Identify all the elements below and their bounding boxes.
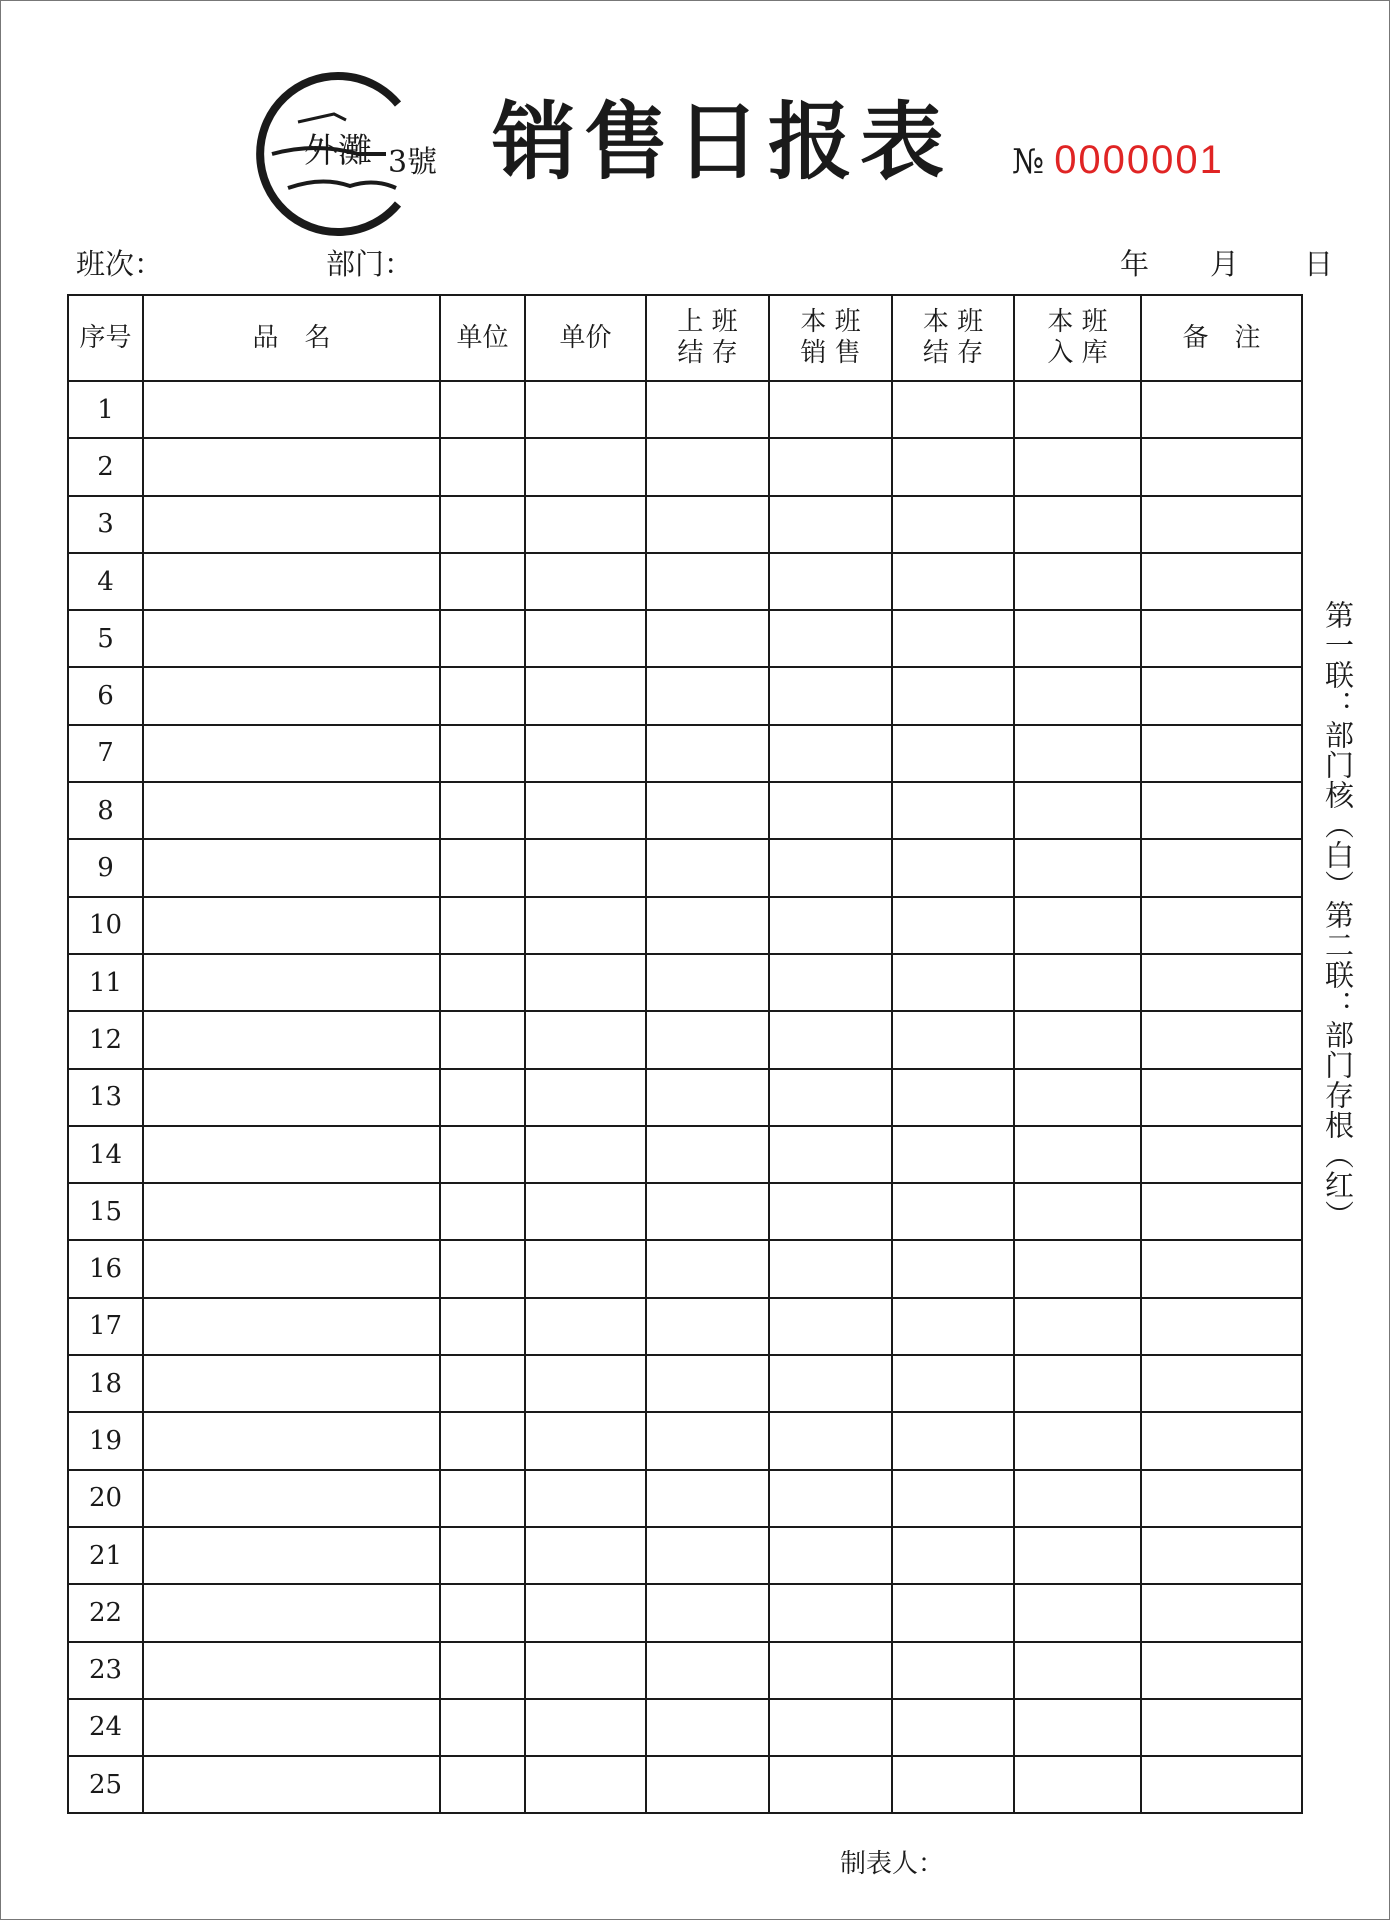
table-cell[interactable] (646, 1126, 769, 1183)
day-label: 日 (1304, 247, 1334, 281)
table-cell[interactable] (525, 1584, 646, 1641)
table-cell[interactable] (1014, 1470, 1141, 1527)
header-unit: 单位 (440, 295, 525, 381)
table-cell[interactable] (440, 897, 525, 954)
table-cell[interactable] (143, 553, 440, 610)
table-cell[interactable] (525, 897, 646, 954)
maker-label: 制表人： (840, 1849, 945, 1879)
table-cell[interactable] (1014, 1584, 1141, 1641)
month-label: 月 (1210, 247, 1240, 281)
table-cell[interactable] (892, 1412, 1014, 1469)
table-cell[interactable] (525, 1527, 646, 1584)
table-cell[interactable] (1141, 1756, 1302, 1813)
table-cell[interactable] (1014, 1355, 1141, 1412)
table-header-row (68, 295, 1302, 381)
table-cell[interactable] (525, 1126, 646, 1183)
table-cell[interactable] (1014, 381, 1141, 438)
table-cell[interactable] (525, 1699, 646, 1756)
table-cell[interactable] (769, 1298, 892, 1355)
table-cell[interactable] (646, 1584, 769, 1641)
table-row (68, 1126, 1302, 1183)
table-row (68, 553, 1302, 610)
table-cell[interactable] (1141, 1069, 1302, 1126)
table-cell[interactable] (892, 1298, 1014, 1355)
table-cell[interactable] (1014, 1756, 1141, 1813)
row-number: 22 (68, 1584, 143, 1641)
header-shift-sales: 本 班 销 售 (769, 295, 892, 381)
table-cell[interactable] (143, 1298, 440, 1355)
table-cell[interactable] (143, 782, 440, 839)
table-cell[interactable] (143, 1699, 440, 1756)
row-number: 16 (68, 1240, 143, 1297)
table-cell[interactable] (892, 1642, 1014, 1699)
row-number: 19 (68, 1412, 143, 1469)
table-cell[interactable] (525, 1069, 646, 1126)
table-cell[interactable] (143, 1183, 440, 1240)
table-cell[interactable] (646, 1412, 769, 1469)
table-cell[interactable] (440, 1699, 525, 1756)
table-cell[interactable] (440, 1412, 525, 1469)
brand-logo (246, 68, 446, 240)
serial-number (1012, 140, 1224, 180)
table-cell[interactable] (769, 553, 892, 610)
header-prev-stock: 上 班 结 存 (646, 295, 769, 381)
row-number: 1 (68, 381, 143, 438)
table-cell[interactable] (1141, 782, 1302, 839)
table-cell[interactable] (143, 1412, 440, 1469)
table-cell[interactable] (143, 496, 440, 553)
table-cell[interactable] (769, 1011, 892, 1068)
table-cell[interactable] (525, 1470, 646, 1527)
table-cell[interactable] (525, 496, 646, 553)
table-cell[interactable] (525, 725, 646, 782)
header-shift-inbound: 本 班 入 库 (1014, 295, 1141, 381)
table-cell[interactable] (440, 1355, 525, 1412)
row-number: 14 (68, 1126, 143, 1183)
table-cell[interactable] (143, 381, 440, 438)
table-cell[interactable] (646, 381, 769, 438)
table-cell[interactable] (892, 610, 1014, 667)
table-cell[interactable] (1014, 496, 1141, 553)
table-cell[interactable] (525, 1412, 646, 1469)
table-cell[interactable] (769, 782, 892, 839)
table-cell[interactable] (440, 496, 525, 553)
row-number: 21 (68, 1527, 143, 1584)
table-cell[interactable] (1014, 1527, 1141, 1584)
table-cell[interactable] (1014, 1240, 1141, 1297)
svg-text:3號: 3號 (388, 145, 438, 180)
table-cell[interactable] (892, 725, 1014, 782)
table-cell[interactable] (1141, 954, 1302, 1011)
table-cell[interactable] (646, 610, 769, 667)
table-row (68, 1298, 1302, 1355)
table-cell[interactable] (646, 839, 769, 896)
table-cell[interactable] (1014, 1412, 1141, 1469)
table-cell[interactable] (440, 1584, 525, 1641)
table-row (68, 381, 1302, 438)
table-row (68, 897, 1302, 954)
table-cell[interactable] (143, 954, 440, 1011)
table-cell[interactable] (769, 381, 892, 438)
year-label: 年 (1120, 247, 1150, 281)
table-cell[interactable] (1014, 954, 1141, 1011)
table-cell[interactable] (440, 1126, 525, 1183)
table-row (68, 1011, 1302, 1068)
table-cell[interactable] (769, 839, 892, 896)
table-cell[interactable] (769, 1584, 892, 1641)
table-cell[interactable] (1141, 553, 1302, 610)
table-row (68, 1355, 1302, 1412)
table-cell[interactable] (440, 610, 525, 667)
table-cell[interactable] (143, 667, 440, 724)
table-cell[interactable] (525, 667, 646, 724)
table-cell[interactable] (1014, 839, 1141, 896)
table-cell[interactable] (143, 1126, 440, 1183)
table-cell[interactable] (525, 1756, 646, 1813)
table-cell[interactable] (646, 438, 769, 495)
table-cell[interactable] (646, 1298, 769, 1355)
table-cell[interactable] (1141, 667, 1302, 724)
table-cell[interactable] (892, 782, 1014, 839)
row-number: 12 (68, 1011, 143, 1068)
table-cell[interactable] (143, 438, 440, 495)
table-row (68, 1183, 1302, 1240)
table-cell[interactable] (646, 1240, 769, 1297)
table-cell[interactable] (440, 1470, 525, 1527)
table-cell[interactable] (1014, 1642, 1141, 1699)
table-cell[interactable] (143, 1642, 440, 1699)
table-row (68, 1240, 1302, 1297)
table-cell[interactable] (646, 553, 769, 610)
row-number: 6 (68, 667, 143, 724)
table-cell[interactable] (892, 438, 1014, 495)
row-number: 13 (68, 1069, 143, 1126)
table-cell[interactable] (769, 496, 892, 553)
table-cell[interactable] (769, 1699, 892, 1756)
table-cell[interactable] (143, 610, 440, 667)
table-cell[interactable] (1141, 381, 1302, 438)
row-number: 4 (68, 553, 143, 610)
table-cell[interactable] (646, 725, 769, 782)
table-cell[interactable] (525, 1240, 646, 1297)
table-row (68, 1584, 1302, 1641)
table-cell[interactable] (1141, 1011, 1302, 1068)
header-seq: 序号 (68, 295, 143, 381)
table-cell[interactable] (1141, 839, 1302, 896)
table-cell[interactable] (892, 1470, 1014, 1527)
table-cell[interactable] (646, 1699, 769, 1756)
table-cell[interactable] (143, 897, 440, 954)
table-cell[interactable] (440, 782, 525, 839)
table-cell[interactable] (769, 610, 892, 667)
table-cell[interactable] (646, 1069, 769, 1126)
table-cell[interactable] (646, 1355, 769, 1412)
row-number: 5 (68, 610, 143, 667)
table-row (68, 610, 1302, 667)
table-cell[interactable] (525, 438, 646, 495)
table-cell[interactable] (1141, 1470, 1302, 1527)
table-row (68, 1642, 1302, 1699)
table-cell[interactable] (769, 1527, 892, 1584)
table-cell[interactable] (769, 1240, 892, 1297)
table-cell[interactable] (646, 1183, 769, 1240)
table-cell[interactable] (440, 1527, 525, 1584)
table-cell[interactable] (1014, 782, 1141, 839)
table-cell[interactable] (646, 897, 769, 954)
table-cell[interactable] (143, 1355, 440, 1412)
table-cell[interactable] (1141, 897, 1302, 954)
table-cell[interactable] (892, 1069, 1014, 1126)
table-cell[interactable] (143, 839, 440, 896)
table-cell[interactable] (892, 1240, 1014, 1297)
table-row (68, 1069, 1302, 1126)
table-cell[interactable] (1014, 667, 1141, 724)
header-remarks: 备 注 (1141, 295, 1302, 381)
table-cell[interactable] (440, 1011, 525, 1068)
table-row (68, 839, 1302, 896)
table-row (68, 1527, 1302, 1584)
row-number: 10 (68, 897, 143, 954)
table-cell[interactable] (1014, 1699, 1141, 1756)
table-cell[interactable] (892, 954, 1014, 1011)
table-cell[interactable] (143, 1069, 440, 1126)
table-cell[interactable] (440, 1069, 525, 1126)
table-cell[interactable] (892, 1527, 1014, 1584)
table-cell[interactable] (892, 381, 1014, 438)
logo-emblem-icon (246, 68, 446, 240)
table-cell[interactable] (440, 1298, 525, 1355)
table-cell[interactable] (143, 1756, 440, 1813)
table-cell[interactable] (1141, 725, 1302, 782)
table-cell[interactable] (1014, 1011, 1141, 1068)
table-body (68, 381, 1302, 1813)
table-cell[interactable] (440, 1642, 525, 1699)
row-number: 3 (68, 496, 143, 553)
table-cell[interactable] (1141, 1412, 1302, 1469)
table-cell[interactable] (440, 1240, 525, 1297)
table-row (68, 1756, 1302, 1813)
row-number: 7 (68, 725, 143, 782)
table-cell[interactable] (646, 1642, 769, 1699)
row-number: 11 (68, 954, 143, 1011)
table-cell[interactable] (769, 897, 892, 954)
table-cell[interactable] (440, 954, 525, 1011)
row-number: 9 (68, 839, 143, 896)
table-cell[interactable] (1141, 1240, 1302, 1297)
table-cell[interactable] (892, 496, 1014, 553)
table-cell[interactable] (143, 1527, 440, 1584)
shift-label: 班次： (76, 247, 164, 281)
table-cell[interactable] (525, 610, 646, 667)
table-cell[interactable] (143, 1584, 440, 1641)
table-row (68, 725, 1302, 782)
table-cell[interactable] (1141, 496, 1302, 553)
serial-value: 0000001 (1054, 138, 1224, 182)
table-cell[interactable] (892, 1011, 1014, 1068)
table-cell[interactable] (1014, 897, 1141, 954)
table-cell[interactable] (440, 725, 525, 782)
table-cell[interactable] (769, 1412, 892, 1469)
table-cell[interactable] (1141, 1298, 1302, 1355)
header-shift-stock: 本 班 结 存 (892, 295, 1014, 381)
table-cell[interactable] (525, 1355, 646, 1412)
table-cell[interactable] (892, 1699, 1014, 1756)
sales-table (67, 294, 1303, 1814)
table-row (68, 954, 1302, 1011)
table-cell[interactable] (646, 1756, 769, 1813)
table-cell[interactable] (769, 954, 892, 1011)
table-cell[interactable] (892, 553, 1014, 610)
table-cell[interactable] (525, 1298, 646, 1355)
header-unit-price: 单价 (525, 295, 646, 381)
table-cell[interactable] (1014, 1069, 1141, 1126)
table-cell[interactable] (769, 1470, 892, 1527)
table-row (68, 496, 1302, 553)
table-cell[interactable] (1141, 1699, 1302, 1756)
table-cell[interactable] (1141, 610, 1302, 667)
table-cell[interactable] (646, 496, 769, 553)
table-cell[interactable] (143, 1011, 440, 1068)
row-number: 2 (68, 438, 143, 495)
table-cell[interactable] (1141, 1355, 1302, 1412)
table-cell[interactable] (1141, 1527, 1302, 1584)
form-title: 销售日报表 (492, 92, 953, 191)
row-number: 20 (68, 1470, 143, 1527)
table-cell[interactable] (1014, 553, 1141, 610)
row-number: 17 (68, 1298, 143, 1355)
row-number: 25 (68, 1756, 143, 1813)
table-row (68, 1699, 1302, 1756)
table-cell[interactable] (892, 897, 1014, 954)
table-cell[interactable] (143, 725, 440, 782)
table-cell[interactable] (1014, 610, 1141, 667)
table-cell[interactable] (440, 1756, 525, 1813)
table-cell[interactable] (646, 782, 769, 839)
table-cell[interactable] (1014, 1298, 1141, 1355)
table-cell[interactable] (440, 553, 525, 610)
table-row (68, 1412, 1302, 1469)
table-cell[interactable] (525, 782, 646, 839)
table-cell[interactable] (1014, 725, 1141, 782)
table-cell[interactable] (440, 381, 525, 438)
table-cell[interactable] (1141, 438, 1302, 495)
table-row (68, 782, 1302, 839)
table-cell[interactable] (892, 667, 1014, 724)
table-cell[interactable] (143, 1470, 440, 1527)
table-cell[interactable] (1141, 1584, 1302, 1641)
row-number: 15 (68, 1183, 143, 1240)
table-cell[interactable] (769, 1183, 892, 1240)
table-cell[interactable] (525, 553, 646, 610)
department-label: 部门： (326, 247, 414, 281)
table-cell[interactable] (769, 1126, 892, 1183)
table-cell[interactable] (769, 1756, 892, 1813)
table-cell[interactable] (769, 667, 892, 724)
table-cell[interactable] (892, 839, 1014, 896)
table-cell[interactable] (892, 1584, 1014, 1641)
table-cell[interactable] (769, 438, 892, 495)
row-number: 23 (68, 1642, 143, 1699)
svg-text:外灘: 外灘 (304, 131, 372, 171)
row-number: 24 (68, 1699, 143, 1756)
table-cell[interactable] (525, 954, 646, 1011)
table-cell[interactable] (143, 1240, 440, 1297)
table-cell[interactable] (525, 839, 646, 896)
table-cell[interactable] (525, 1011, 646, 1068)
table-cell[interactable] (892, 1183, 1014, 1240)
table-cell[interactable] (1141, 1126, 1302, 1183)
table-cell[interactable] (769, 1069, 892, 1126)
table-cell[interactable] (892, 1756, 1014, 1813)
row-number: 18 (68, 1355, 143, 1412)
table-cell[interactable] (769, 1355, 892, 1412)
table-row (68, 1470, 1302, 1527)
table-cell[interactable] (1014, 1126, 1141, 1183)
table-cell[interactable] (769, 725, 892, 782)
table-cell[interactable] (440, 1183, 525, 1240)
table-cell[interactable] (769, 1642, 892, 1699)
table-cell[interactable] (892, 1355, 1014, 1412)
header-product-name: 品 名 (143, 295, 440, 381)
table-cell[interactable] (1014, 1183, 1141, 1240)
table-cell[interactable] (1141, 1183, 1302, 1240)
table-cell[interactable] (1014, 438, 1141, 495)
table-cell[interactable] (440, 839, 525, 896)
table-cell[interactable] (646, 667, 769, 724)
table-cell[interactable] (440, 438, 525, 495)
table-cell[interactable] (646, 1527, 769, 1584)
table-cell[interactable] (440, 667, 525, 724)
table-cell[interactable] (646, 1011, 769, 1068)
table-row (68, 438, 1302, 495)
table-cell[interactable] (892, 1126, 1014, 1183)
table-cell[interactable] (525, 1183, 646, 1240)
copy-distribution-note: 第一联：部门核（白）第二联：部门存根（红） (1321, 600, 1355, 1230)
row-number: 8 (68, 782, 143, 839)
table-cell[interactable] (646, 1470, 769, 1527)
serial-prefix: № (1012, 142, 1045, 182)
table-cell[interactable] (525, 1642, 646, 1699)
table-cell[interactable] (646, 954, 769, 1011)
table-cell[interactable] (1141, 1642, 1302, 1699)
table-cell[interactable] (525, 381, 646, 438)
table-row (68, 667, 1302, 724)
